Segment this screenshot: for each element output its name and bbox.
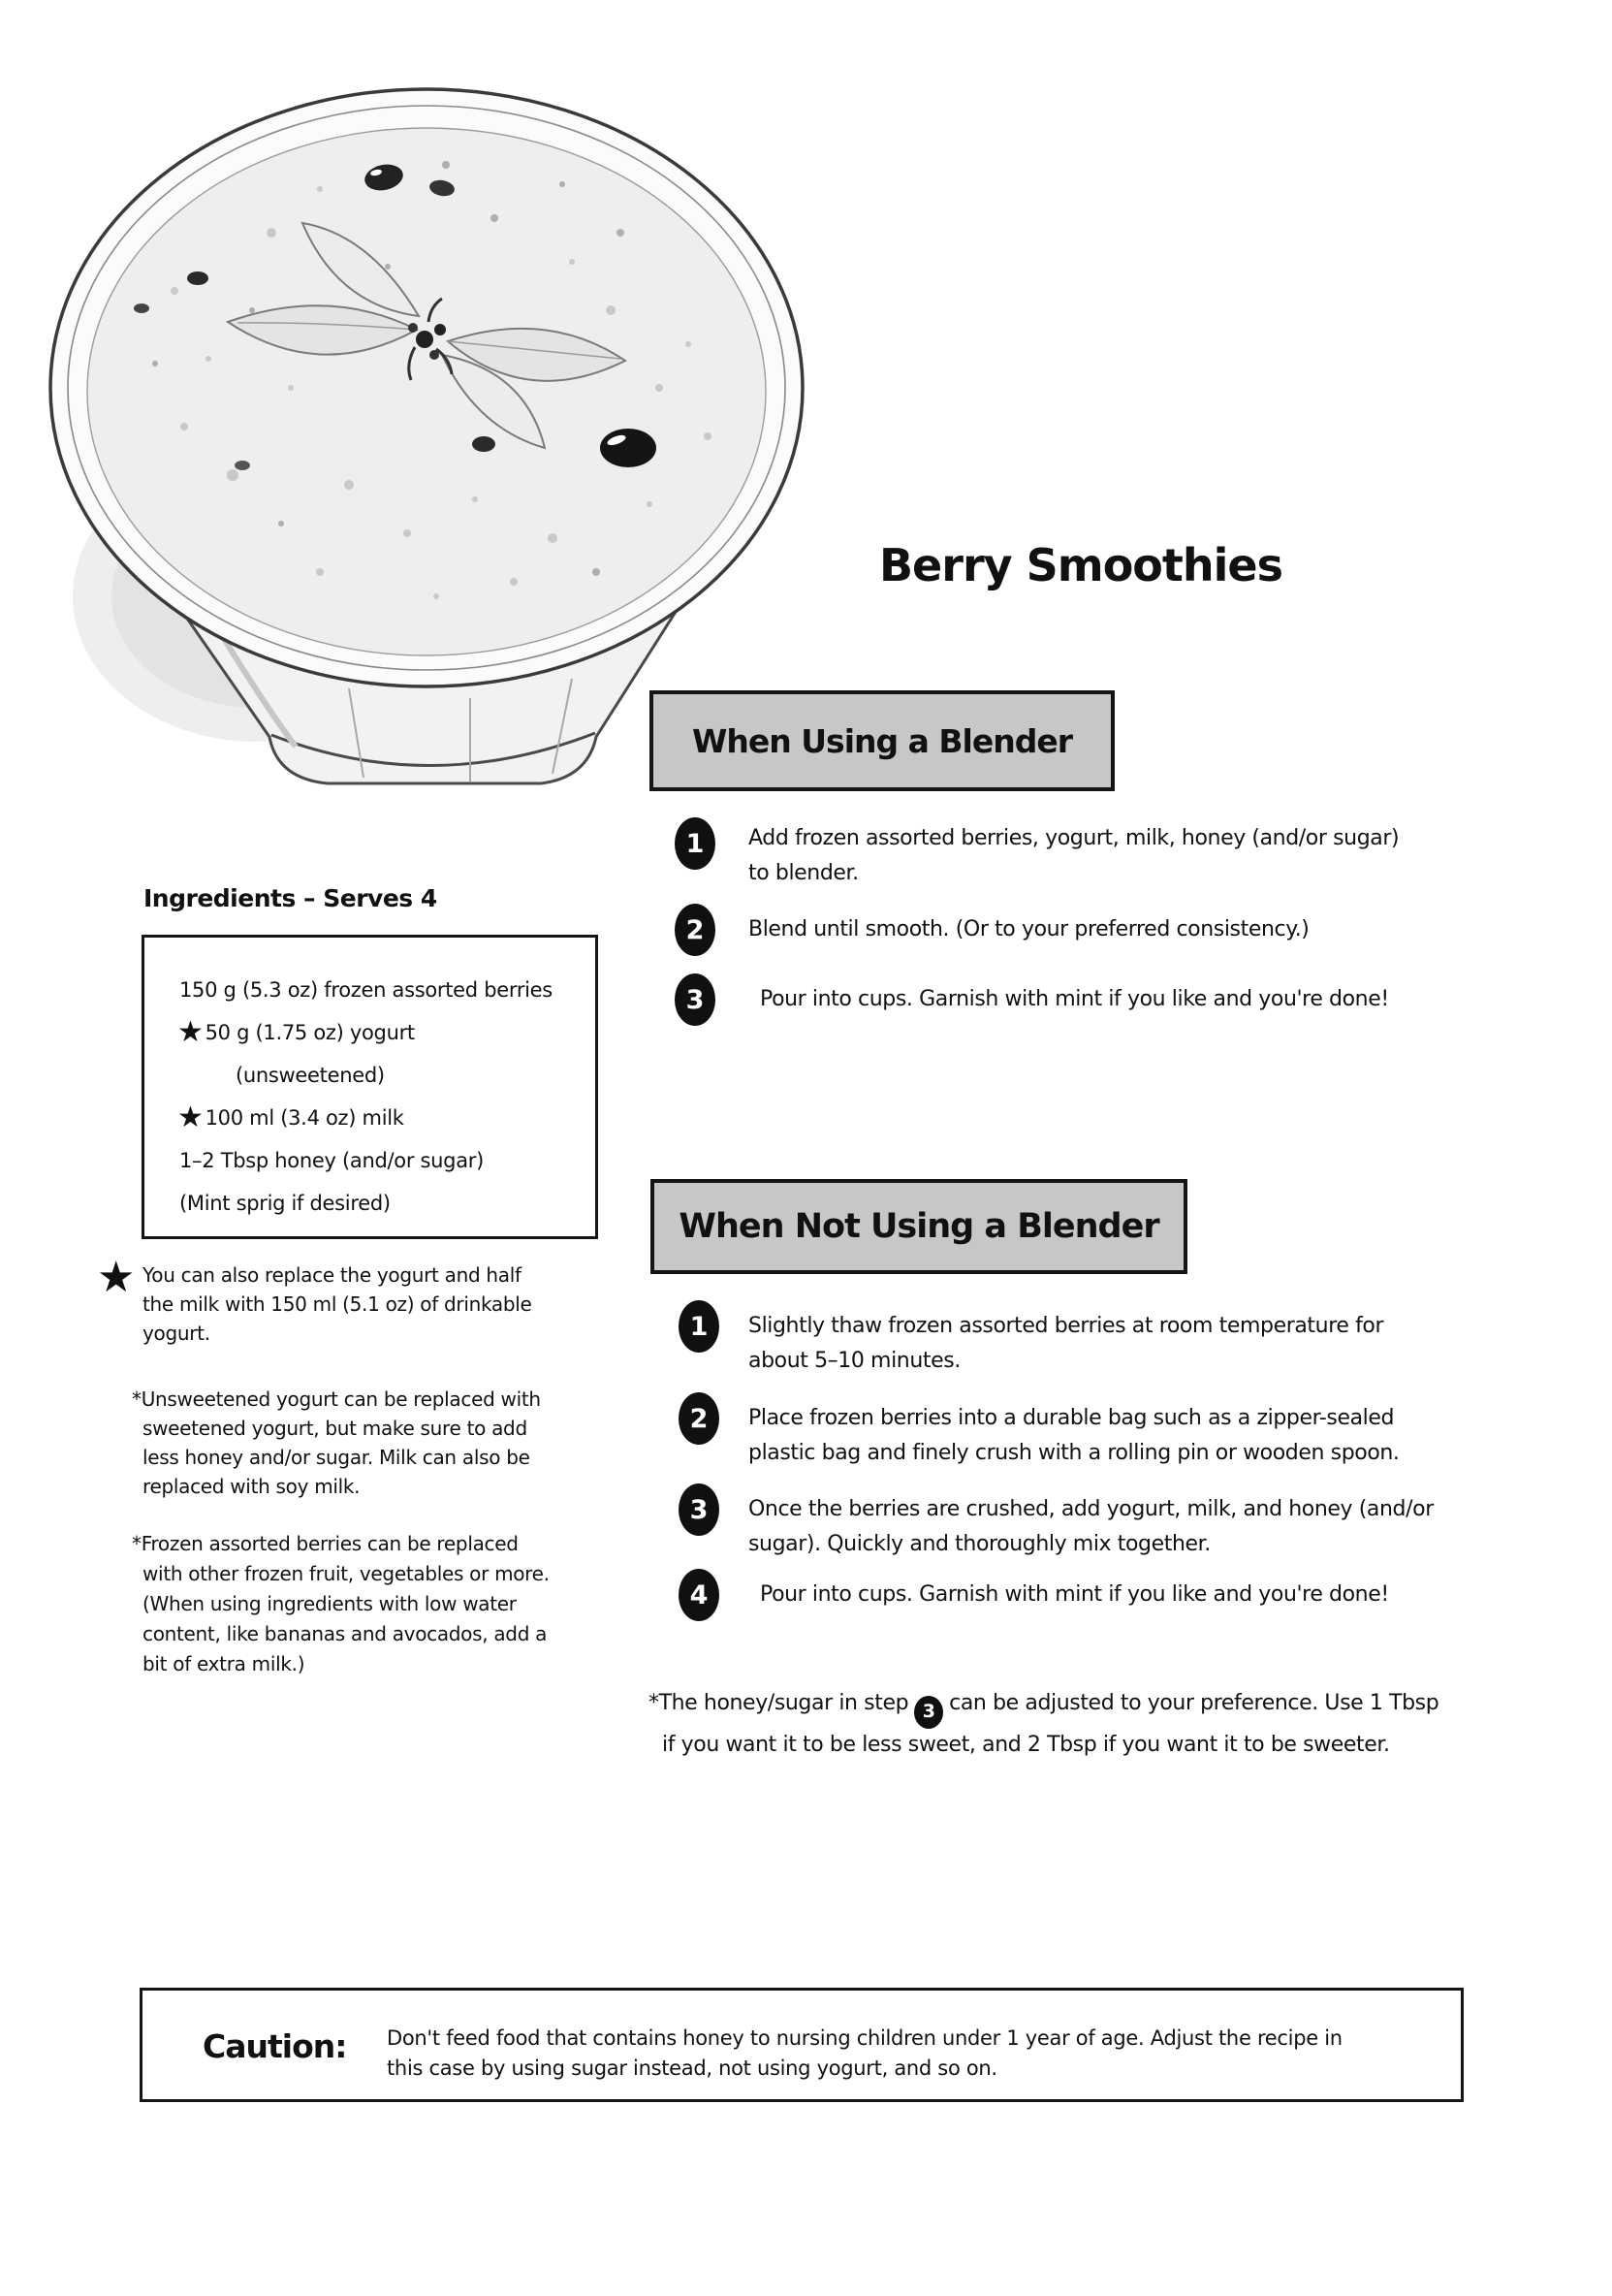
step-number: 3 (689, 1494, 709, 1525)
star-icon: ★ (97, 1253, 136, 1302)
caution-line: this case by using sugar instead, not using yogurt, and so on. (387, 2057, 997, 2080)
note-line: *Unsweetened yogurt can be replaced with (132, 1387, 541, 1411)
ingredient-item (144, 969, 595, 1011)
step-line: Add frozen assorted berries, yogurt, milk, honey (and/or sugar) (748, 826, 1400, 850)
step-text (760, 982, 1389, 1017)
star-icon: ★ (177, 1100, 204, 1134)
note-line: with other frozen fruit, vegetables or more. (142, 1562, 550, 1585)
ingredient-text: 50 g (1.75 oz) yogurt (205, 1021, 415, 1044)
caution-line: Don't feed food that contains honey to nursing children under 1 year of age. Adjust the recipe in (387, 2026, 1343, 2050)
step-number: 3 (922, 1701, 935, 1722)
step-number-badge (679, 1483, 719, 1536)
ingredient-item (144, 1054, 595, 1097)
step-text (748, 912, 1309, 947)
step-text (760, 1578, 1389, 1612)
caution-text (387, 2024, 1343, 2084)
step-number: 2 (685, 914, 705, 945)
note-line: (When using ingredients with low water (142, 1592, 517, 1615)
ingredient-text: 150 g (5.3 oz) frozen assorted berries (179, 978, 553, 1002)
step-number-badge (675, 973, 715, 1026)
step-number-badge (675, 817, 715, 870)
step-line: to blender. (748, 861, 859, 885)
step-3-ref-badge (914, 1696, 943, 1729)
step-line: sugar). Quickly and thoroughly mix together. (748, 1532, 1211, 1556)
footnote-text: can be adjusted to your preference. Use 1 Tbsp (949, 1691, 1439, 1715)
note-line: You can also replace the yogurt and half (142, 1263, 522, 1287)
section-heading-no-blender (650, 1179, 1187, 1274)
smoothie-glass-drawing (29, 68, 805, 795)
step-line: Pour into cups. Garnish with mint if you like and you're done! (760, 987, 1389, 1011)
step-number: 4 (689, 1579, 709, 1610)
step-number-badge (679, 1569, 719, 1621)
step-number: 2 (689, 1403, 709, 1434)
step-line: Place frozen berries into a durable bag such as a zipper-sealed (748, 1406, 1395, 1430)
star-icon: ★ (177, 1015, 204, 1049)
step-line: Pour into cups. Garnish with mint if you like and you're done! (760, 1582, 1389, 1607)
step-line: Blend until smooth. (Or to your preferred consistency.) (748, 917, 1310, 941)
ingredient-item (144, 1011, 595, 1054)
step-line: about 5–10 minutes. (748, 1349, 961, 1373)
page-title: Berry Smoothies (879, 539, 1282, 591)
note-line: *Frozen assorted berries can be replaced (132, 1532, 519, 1555)
note-berries-replacement (132, 1529, 550, 1679)
step-line: plastic bag and finely crush with a rolling pin or wooden spoon. (748, 1441, 1400, 1465)
ingredient-text: 1–2 Tbsp honey (and/or sugar) (179, 1149, 485, 1172)
step-number-badge (679, 1300, 719, 1353)
step-text (748, 1309, 1383, 1379)
ingredient-text: (Mint sprig if desired) (179, 1192, 391, 1215)
ingredient-item (144, 1097, 595, 1139)
ingredients-heading: Ingredients – Serves 4 (143, 884, 437, 912)
ingredient-text: (unsweetened) (236, 1064, 385, 1087)
step-number-badge (675, 904, 715, 956)
step-number: 1 (685, 828, 705, 859)
caution-label: Caution: (203, 2027, 347, 2065)
honey-sugar-footnote (648, 1687, 1438, 1761)
smoothie-illustration (29, 68, 805, 795)
step-number: 3 (685, 984, 705, 1015)
section-heading-blender (649, 690, 1115, 791)
step-number-badge (679, 1392, 719, 1445)
note-line: replaced with soy milk. (142, 1475, 361, 1498)
footnote-text: *The honey/sugar in step (648, 1691, 909, 1715)
step-line: Once the berries are crushed, add yogurt, milk, and honey (and/or (748, 1497, 1434, 1521)
note-line: bit of extra milk.) (142, 1652, 305, 1675)
ingredient-item (144, 1182, 595, 1225)
note-line: yogurt. (142, 1322, 210, 1345)
step-number: 1 (689, 1311, 709, 1342)
step-line: Slightly thaw frozen assorted berries at room temperature for (748, 1314, 1384, 1338)
note-yogurt-replacement (132, 1385, 541, 1501)
note-line: sweetened yogurt, but make sure to add (142, 1417, 527, 1440)
note-line: content, like bananas and avocados, add a (142, 1622, 548, 1645)
footnote-line: if you want it to be less sweet, and 2 Tbsp if you want it to be sweeter. (662, 1732, 1390, 1757)
ingredient-text: 100 ml (3.4 oz) milk (205, 1106, 404, 1130)
footnote-line (648, 1687, 1438, 1729)
smoothie-surface (87, 128, 766, 655)
star-note (142, 1260, 532, 1348)
caution-box (140, 1988, 1464, 2102)
step-text (748, 821, 1399, 891)
ingredients-box (142, 935, 598, 1239)
step-text (748, 1492, 1434, 1562)
section-heading-no-blender-label: When Not Using a Blender (679, 1207, 1159, 1246)
note-line: the milk with 150 ml (5.1 oz) of drinkable (142, 1292, 532, 1316)
step-text (748, 1401, 1400, 1471)
section-heading-blender-label: When Using a Blender (692, 721, 1072, 760)
note-line: less honey and/or sugar. Milk can also be (142, 1446, 530, 1469)
ingredient-item (144, 1139, 595, 1182)
